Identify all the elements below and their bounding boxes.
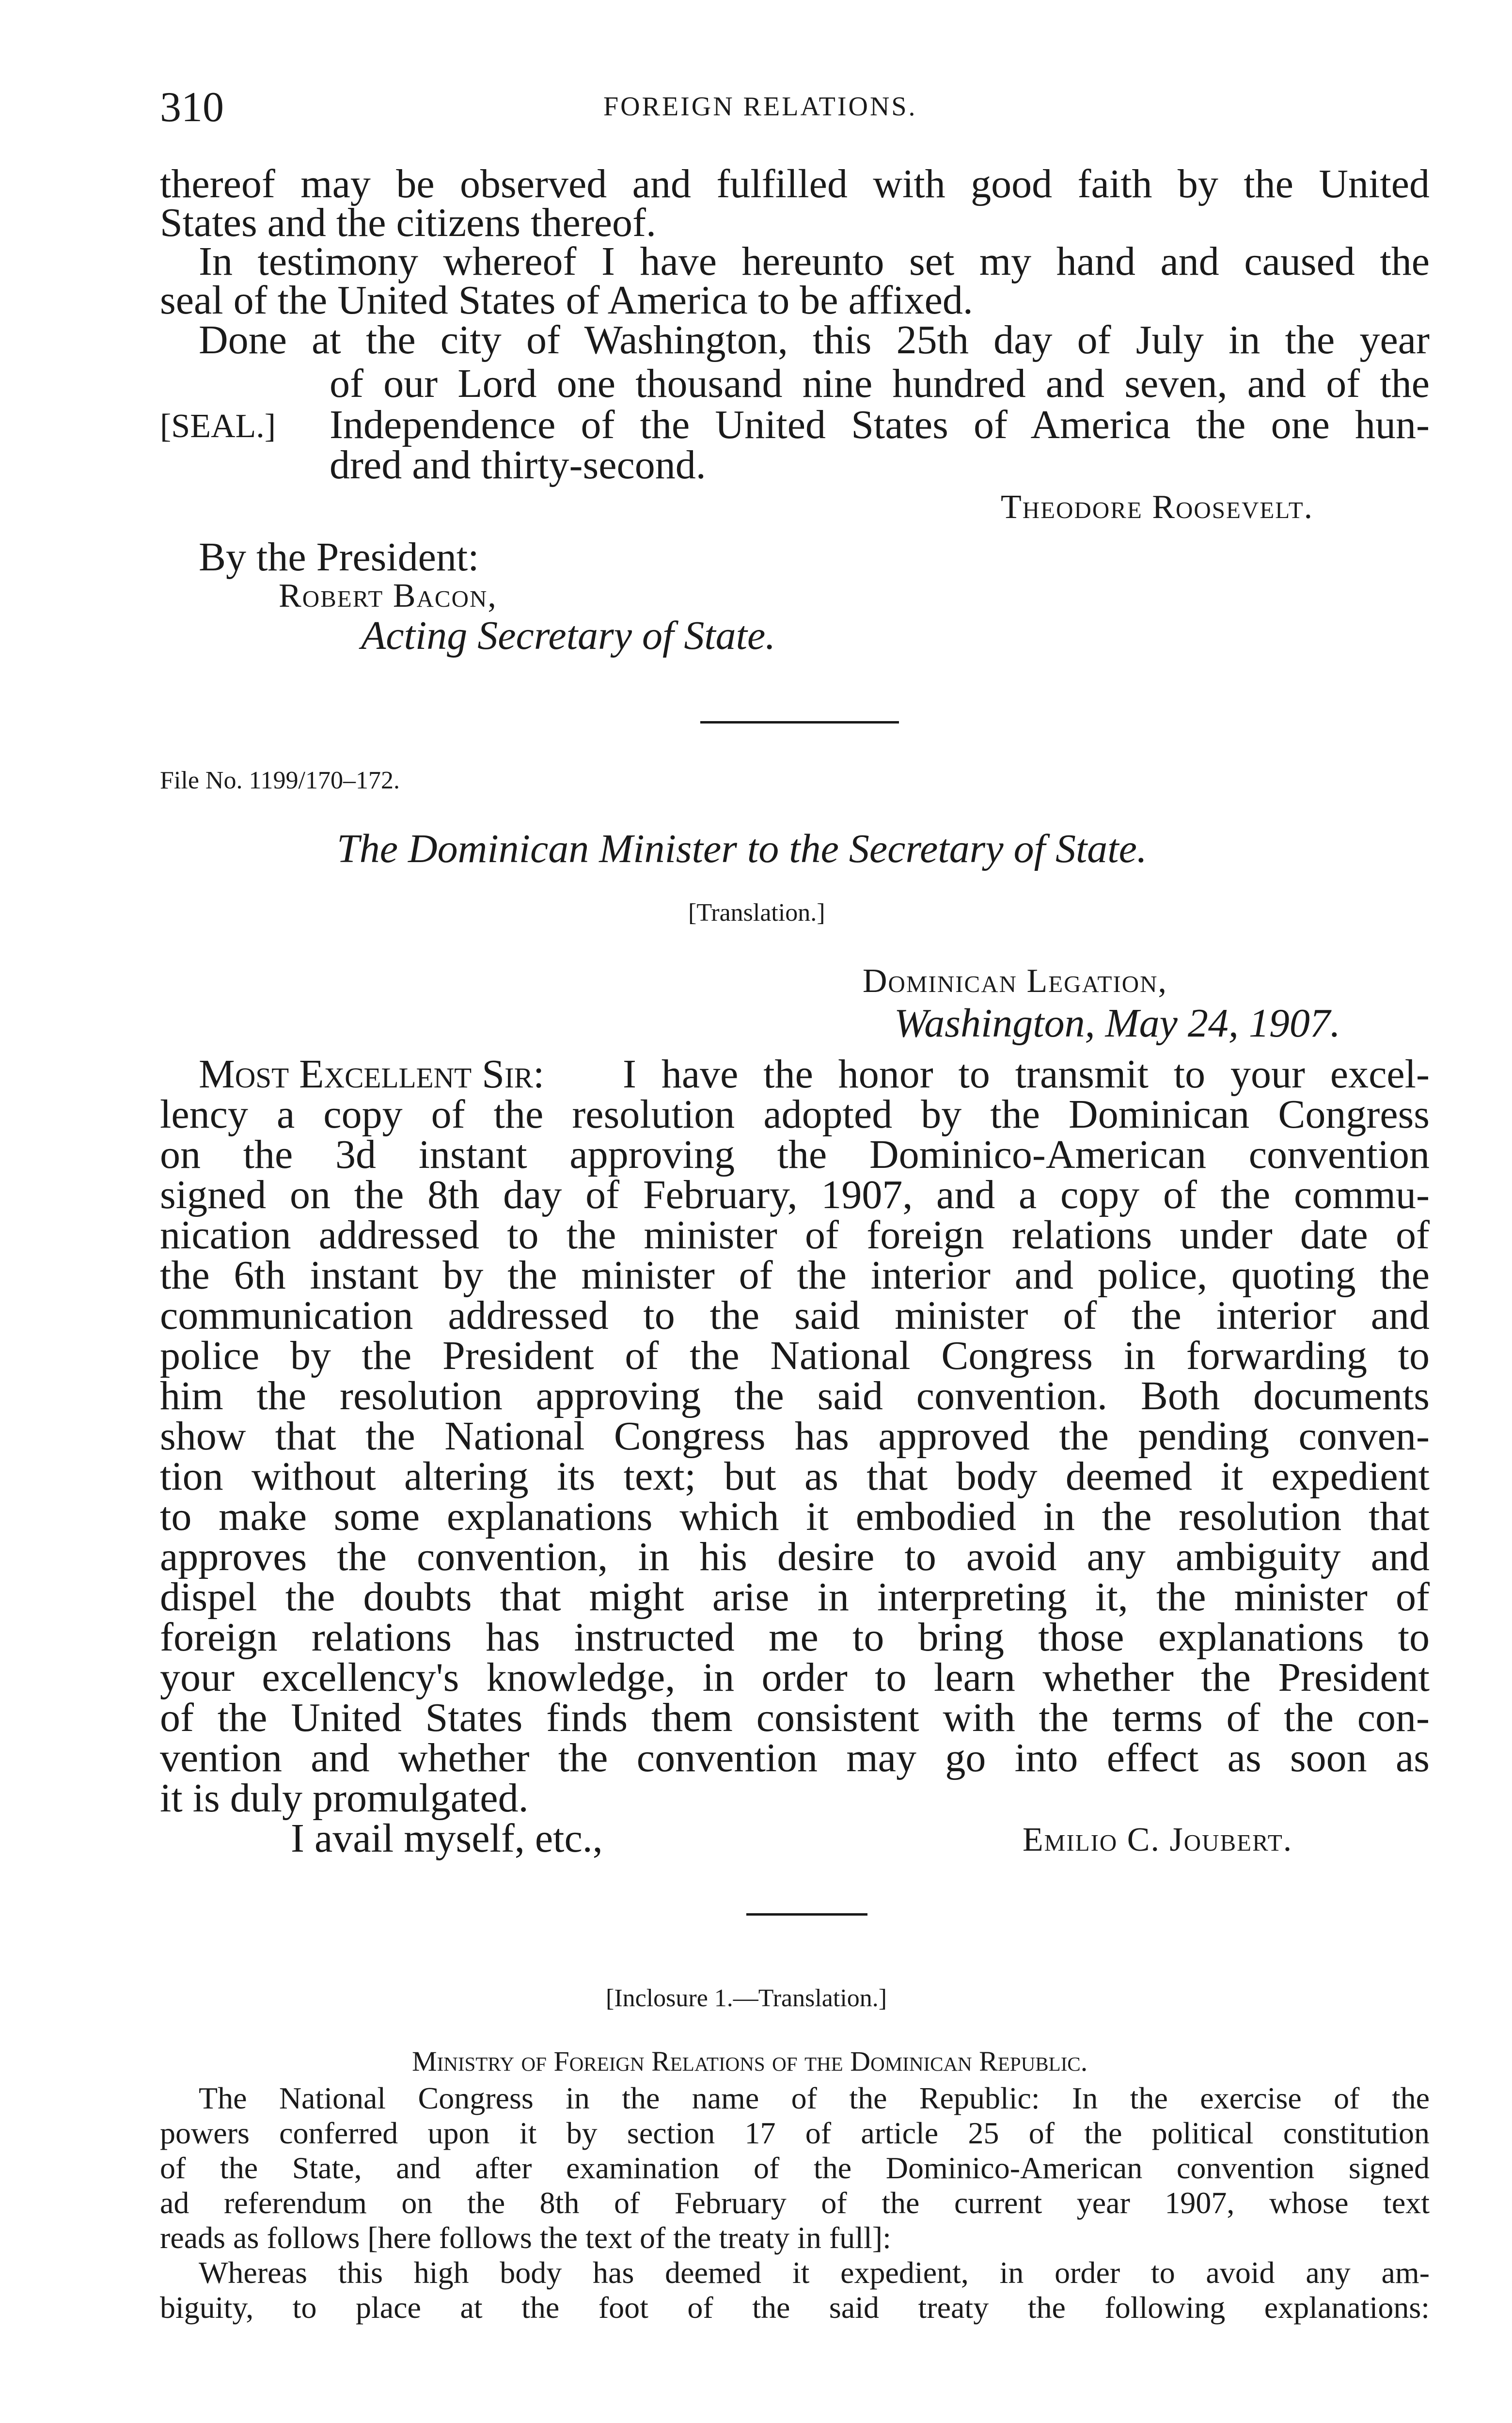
- text-line: show that the National Congress has approved the pending conven-: [160, 1414, 1430, 1459]
- text-line: approves the convention, in his desire to avoid any ambiguity and: [160, 1534, 1430, 1579]
- letter-heading: The Dominican Minister to the Secretary of State.: [337, 826, 1147, 871]
- inclosure-heading: Ministry of Foreign Relations of the Dominican Republic.: [412, 2045, 1088, 2077]
- text-line: In testimony whereof I have hereunto set my hand and caused the: [199, 239, 1430, 284]
- text-line: The National Congress in the name of the Republic: In the exercise of the: [199, 2081, 1430, 2115]
- divider: [700, 721, 899, 724]
- divider: [746, 1913, 867, 1916]
- text-line: dred and thirty-second.: [330, 442, 706, 488]
- text-line: seal of the United States of America to be affixed.: [160, 278, 973, 323]
- text-line: Whereas this high body has deemed it expedient, in order to avoid any am-: [199, 2255, 1430, 2290]
- letter-signature: Emilio C. Joubert.: [1023, 1821, 1293, 1858]
- text-line: dispel the doubts that might arise in interpreting it, the minister of: [160, 1574, 1430, 1620]
- text-line: signed on the 8th day of February, 1907, and a copy of the commu-: [160, 1172, 1430, 1217]
- text-line: the 6th instant by the minister of the interior and police, quoting the: [160, 1253, 1430, 1298]
- text-line: nication addressed to the minister of foreign relations under date of: [160, 1212, 1430, 1258]
- translation-note: [Translation.]: [688, 899, 825, 927]
- countersign-title: Acting Secretary of State.: [361, 613, 776, 658]
- text-line: communication addressed to the said minister of the interior and: [160, 1293, 1430, 1338]
- text-line: of the State, and after examination of the Dominico-American convention signed: [160, 2151, 1430, 2185]
- text-line: of our Lord one thousand nine hundred and seven, and of the: [330, 361, 1430, 406]
- text-line: tion without altering its text; but as that body deemed it expedient: [160, 1454, 1430, 1499]
- signature: Theodore Roosevelt.: [1001, 488, 1314, 526]
- text-line: on the 3d instant approving the Dominico-American convention: [160, 1132, 1430, 1177]
- seal-label: [SEAL.]: [160, 408, 276, 445]
- text-line: police by the President of the National Congress in forwarding to: [160, 1333, 1430, 1378]
- text-line: him the resolution approving the said convention. Both documents: [160, 1373, 1430, 1418]
- running-title: FOREIGN RELATIONS.: [603, 92, 917, 122]
- file-reference: File No. 1199/170–172.: [160, 767, 400, 794]
- text-line: Done at the city of Washington, this 25th day of July in the year: [199, 317, 1430, 362]
- text-line: I have the honor to transmit to your excel-: [623, 1052, 1430, 1097]
- text-line: ad referendum on the 8th of February of the current year 1907, whose text: [160, 2186, 1430, 2220]
- text-line: foreign relations has instructed me to bring those explanations to: [160, 1615, 1430, 1660]
- closing: I avail myself, etc.,: [291, 1816, 603, 1861]
- salutation: Most Excellent Sir:: [199, 1052, 545, 1097]
- text-line: powers conferred upon it by section 17 of article 25 of the political constitution: [160, 2116, 1430, 2150]
- text-line: it is duly promulgated.: [160, 1776, 529, 1821]
- letter-date: Washington, May 24, 1907.: [894, 1001, 1340, 1046]
- text-line: States and the citizens thereof.: [160, 200, 656, 245]
- text-line: Independence of the United States of America the one hun-: [330, 402, 1430, 447]
- countersign-name: Robert Bacon,: [279, 577, 497, 614]
- text-line: biguity, to place at the foot of the said treaty the following explanations:: [160, 2290, 1430, 2325]
- text-line: of the United States finds them consistent with the terms of the con-: [160, 1695, 1430, 1740]
- inclosure-note: [Inclosure 1.—Translation.]: [606, 1984, 887, 2012]
- by-line: By the President:: [199, 535, 479, 580]
- page-number: 310: [160, 84, 224, 131]
- text-line: thereof may be observed and fulfilled with good faith by the United: [160, 161, 1430, 206]
- text-line: vention and whether the convention may go into effect as soon as: [160, 1735, 1430, 1780]
- legation-place: Dominican Legation,: [863, 962, 1168, 1000]
- text-line: your excellency's knowledge, in order to learn whether the President: [160, 1655, 1430, 1700]
- text-line: to make some explanations which it embodied in the resolution that: [160, 1494, 1430, 1539]
- text-line: lency a copy of the resolution adopted by the Dominican Congress: [160, 1092, 1430, 1137]
- text-line: reads as follows [here follows the text of the treaty in full]:: [160, 2220, 891, 2255]
